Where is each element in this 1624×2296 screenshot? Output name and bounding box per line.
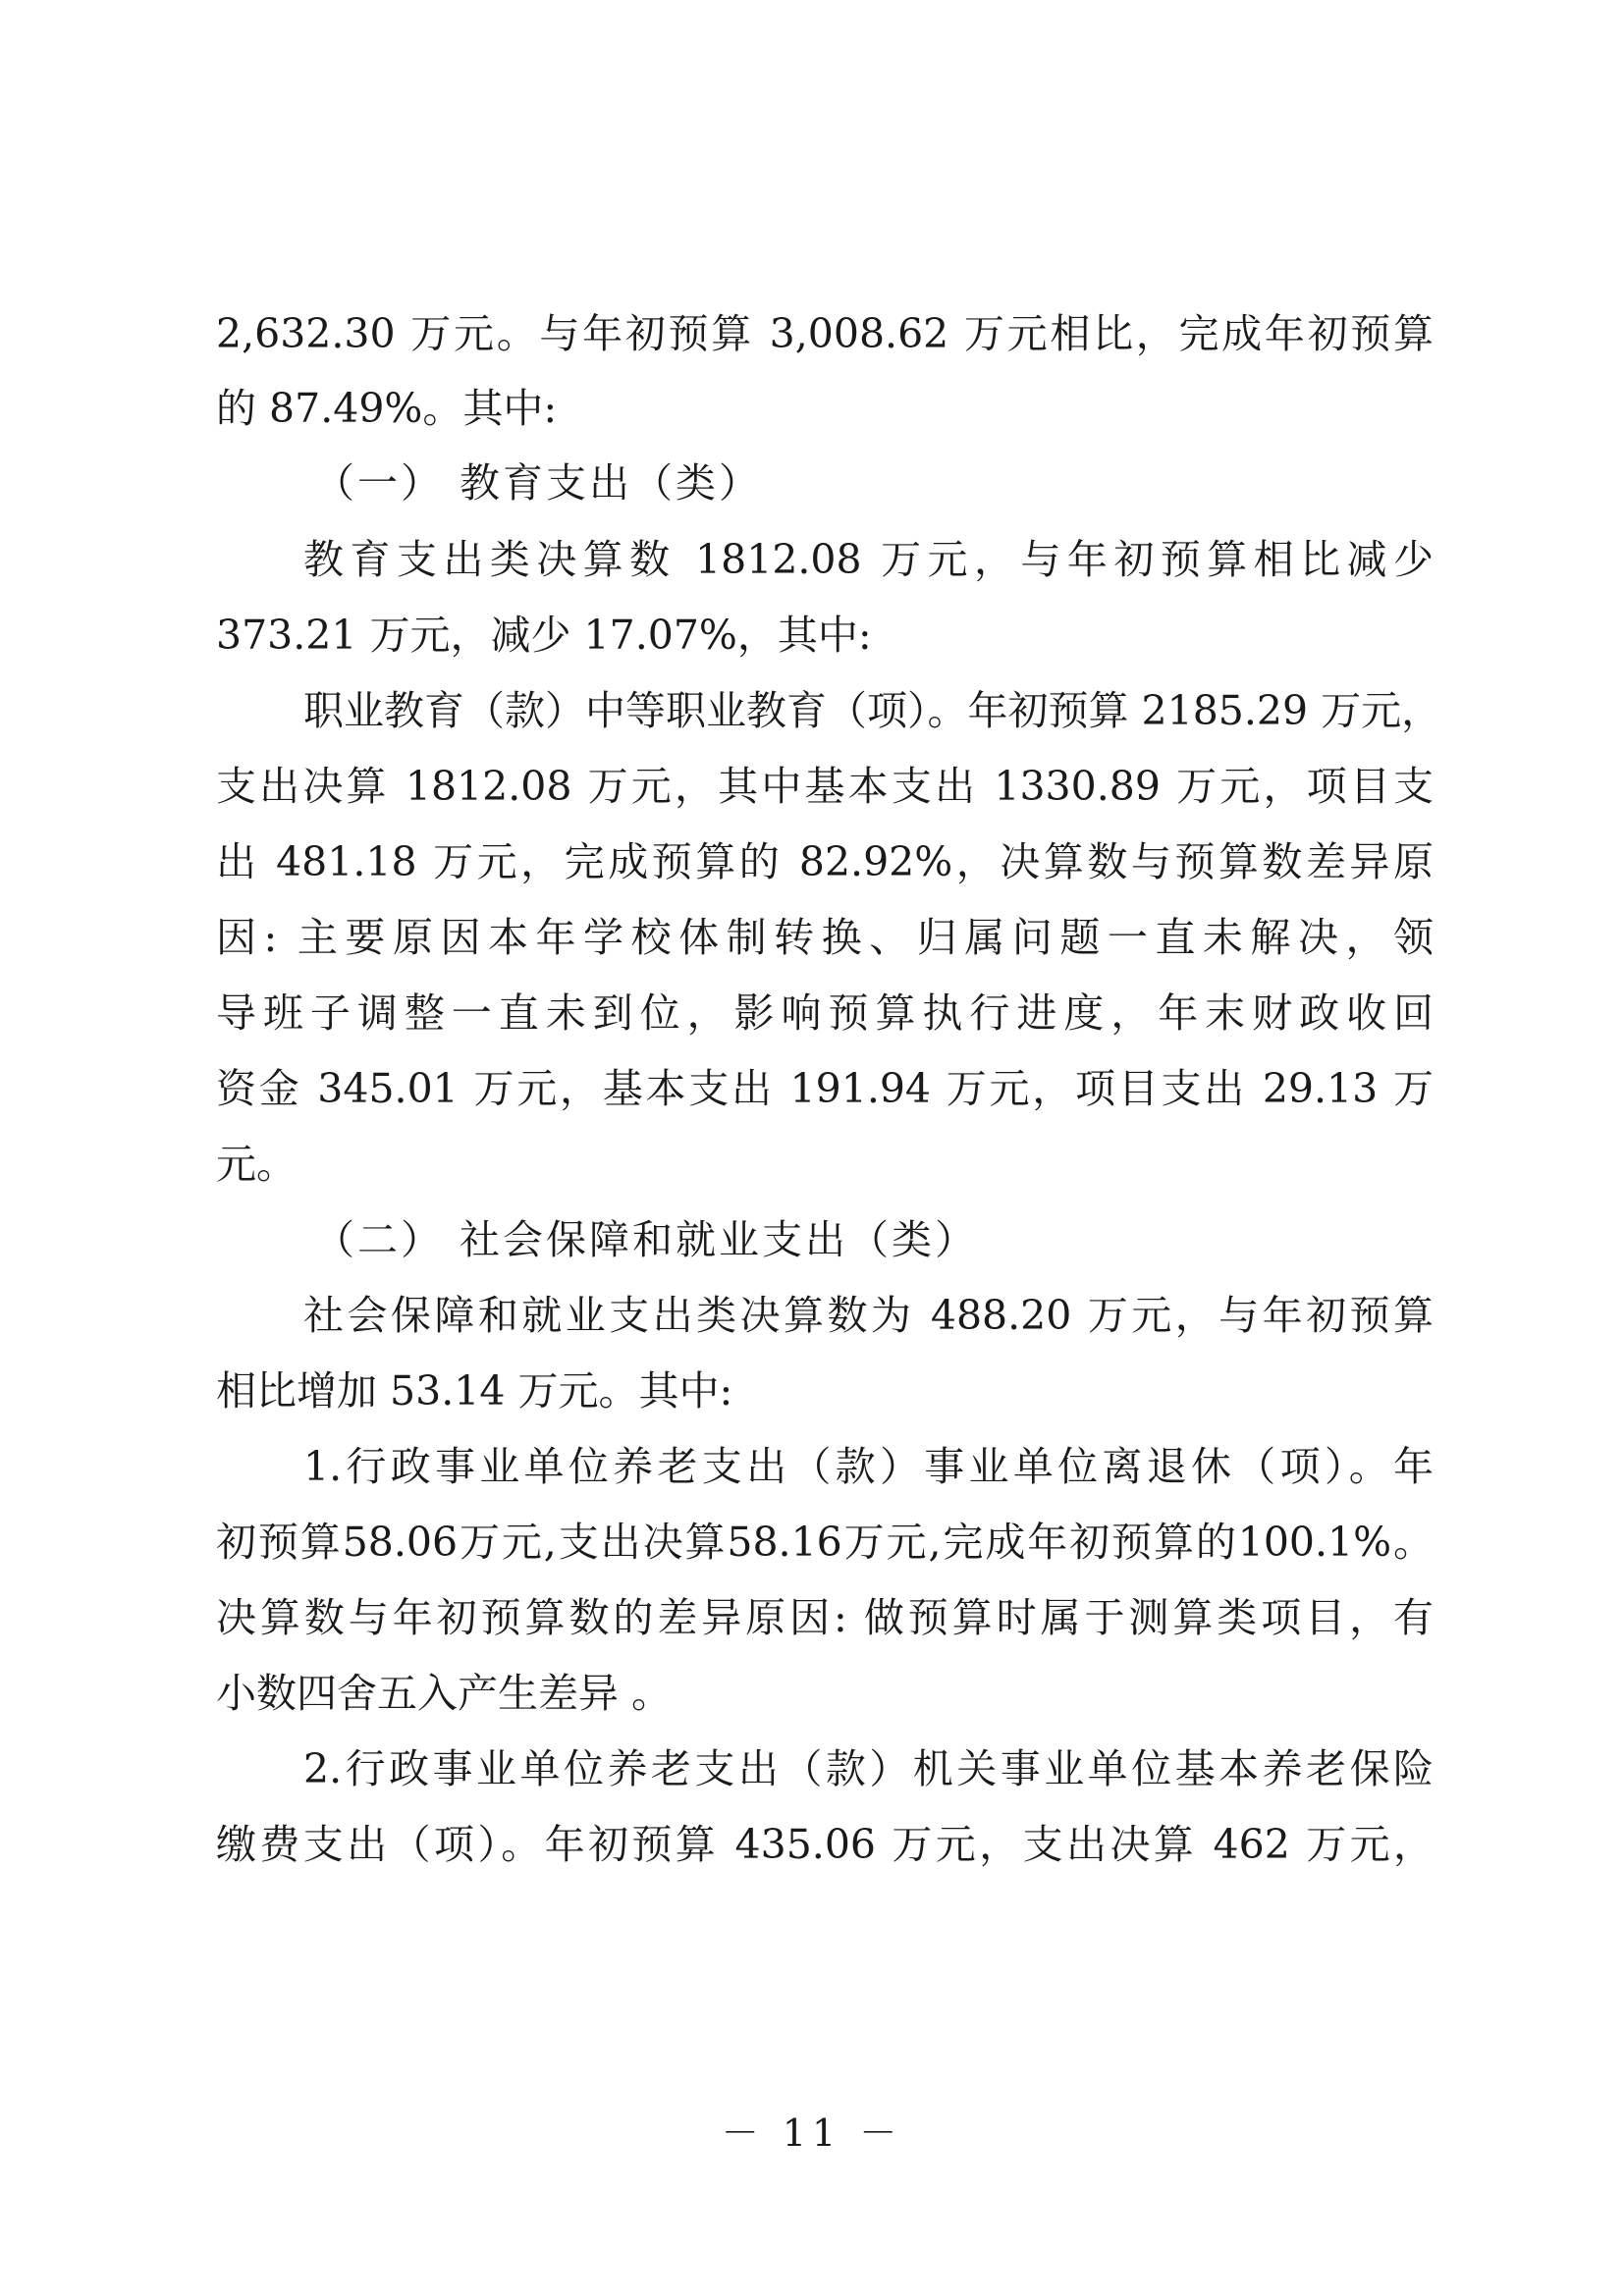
paragraph-line: 的 87.49%。其中: [216, 385, 558, 432]
paragraph-line: 相比增加 53.14 万元。其中: [216, 1367, 733, 1415]
section-heading-education: （一） 教育支出（类） [314, 459, 763, 507]
paragraph-line: 教育支出类决算数 1812.08 万元，与年初预算相比减少 [303, 536, 1434, 583]
paragraph-line: 小数四舍五入产生差异 。 [216, 1670, 673, 1717]
paragraph-line: 资金 345.01 万元，基本支出 191.94 万元，项目支出 29.13 万 [216, 1065, 1434, 1112]
paragraph-line: 初预算58.06万元,支出决算58.16万元,完成年初预算的100.1%。 [216, 1519, 1434, 1566]
paragraph-line: 出 481.18 万元，完成预算的 82.92%，决算数与预算数差异原 [216, 838, 1434, 885]
paragraph-line: 决算数与年初预算数的差异原因: 做预算时属于测算类项目，有 [216, 1594, 1434, 1641]
paragraph-line: 2.行政事业单位养老支出（款）机关事业单位基本养老保险 [303, 1745, 1434, 1792]
paragraph-line: 职业教育（款）中等职业教育（项）。年初预算 2185.29 万元， [303, 687, 1442, 734]
paragraph-line: 373.21 万元，减少 17.07%，其中: [216, 612, 872, 659]
paragraph-line: 导班子调整一直未到位，影响预算执行进度，年末财政收回 [216, 989, 1434, 1037]
paragraph-line: 元。 [216, 1141, 297, 1188]
paragraph-line: 支出决算 1812.08 万元，其中基本支出 1330.89 万元，项目支 [216, 763, 1434, 810]
paragraph-line: 1.行政事业单位养老支出（款）事业单位离退休（项）。年 [303, 1443, 1434, 1490]
paragraph-line: 因: 主要原因本年学校体制转换、归属问题一直未解决，领 [216, 914, 1434, 961]
page-number: － 11 － [721, 2111, 903, 2155]
paragraph-line: 缴费支出（项）。年初预算 435.06 万元，支出决算 462 万元， [216, 1821, 1434, 1868]
paragraph-line: 2,632.30 万元。与年初预算 3,008.62 万元相比，完成年初预算 [216, 310, 1434, 357]
section-heading-social-security: （二） 社会保障和就业支出（类） [314, 1216, 979, 1263]
paragraph-line: 社会保障和就业支出类决算数为 488.20 万元，与年初预算 [303, 1292, 1434, 1339]
